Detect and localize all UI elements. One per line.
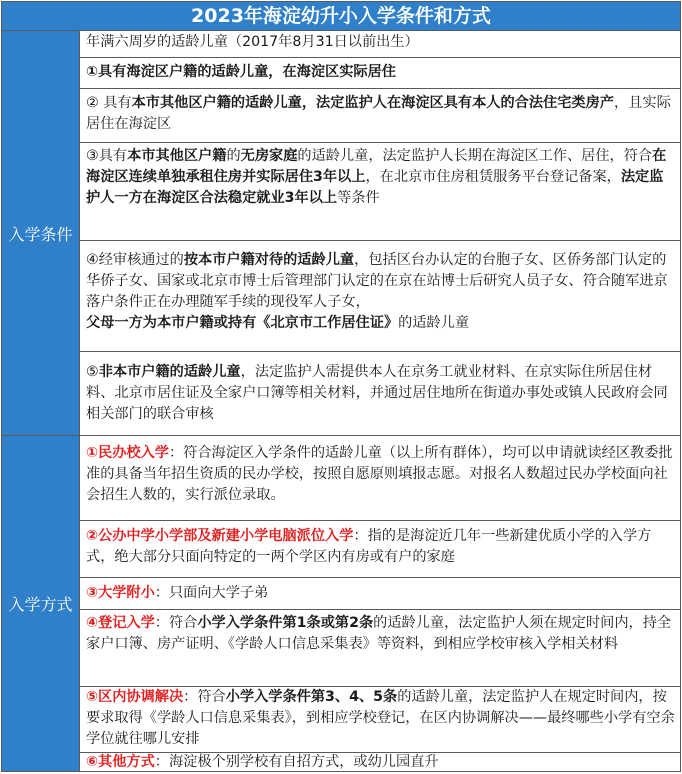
method-4: ④登记入学：符合小学入学条件第1条或第2条的适龄儿童，法定监护人须在规定时间内，持全家户口簿、房产证明、《学龄人口信息采集表》等资料，到相应学校审核入学相关材料: [80, 610, 680, 687]
method-2: ②公办中学小学部及新建小学电脑派位入学：指的是海淀近几年一些新建优质小学的入学方式，绝大部分只面向特定的一两个学区内有房或有户的家庭: [80, 521, 680, 578]
table-title: 2023年海淀幼升小入学条件和方式: [2, 2, 680, 31]
method-5: ⑤区内协调解决：符合小学入学条件第3、4、5条的适龄儿童，法定监护人在规定时间内，按要求取得《学龄人口信息采集表》，到相应学校登记，在区内协调解决——最终哪些小学有空余学位就往哪儿安排: [80, 687, 680, 753]
method-1: ①民办校入学：符合海淀区入学条件的适龄儿童（以上所有群体），均可以申请就读经区教委批准的具备当年招生资质的民办学校，按照自愿原则填报志愿。对报名人数超过民办学校面向社会招生人数的，实行派位录取。: [80, 436, 680, 521]
condition-age: 年满六周岁的适龄儿童（2017年8月31日以前出生）: [80, 31, 680, 58]
condition-2: ② 具有本市其他区户籍的适龄儿童，法定监护人在海淀区具有本人的合法住宅类房产，且实际居住在海淀区: [80, 89, 680, 143]
condition-3: ③具有本市其他区户籍的无房家庭的适龄儿童，法定监护人长期在海淀区工作、居住，符合在海淀区连续单独承租住房并实际居住3年以上，在北京市住房租赁服务平台登记备案，法定监护人一方在海淀区合法稳定就业3年以上等条件: [80, 143, 680, 241]
methods-section-label: 入学方式: [2, 436, 80, 771]
condition-1: ①具有海淀区户籍的适龄儿童，在海淀区实际居住: [80, 58, 680, 89]
condition-5: ⑤非本市户籍的适龄儿童，法定监护人需提供本人在京务工就业材料、在京实际住所居住材料、北京市居住证及全家户口簿等相关材料，并通过居住地所在街道办事处或镇人民政府会同相关部门的联合审核: [80, 352, 680, 436]
method-3: ③大学附小：只面向大学子弟: [80, 578, 680, 610]
method-6: ⑥其他方式：海淀极个别学校有自招方式，或幼儿园直升: [86, 754, 439, 770]
admission-table: [1, 1, 681, 772]
condition-4: ④经审核通过的按本市户籍对待的适龄儿童，包括区台办认定的台胞子女、区侨务部门认定的华侨子女、国家或北京市博士后管理部门认定的在京在站博士后研究人员子女、符合随军进京落户条件正在办理随军手续的现役军人子女，父母一方为本市户籍或持有《北京市工作居住证》的适龄儿童: [80, 241, 680, 352]
conditions-section-label: 入学条件: [2, 31, 80, 436]
